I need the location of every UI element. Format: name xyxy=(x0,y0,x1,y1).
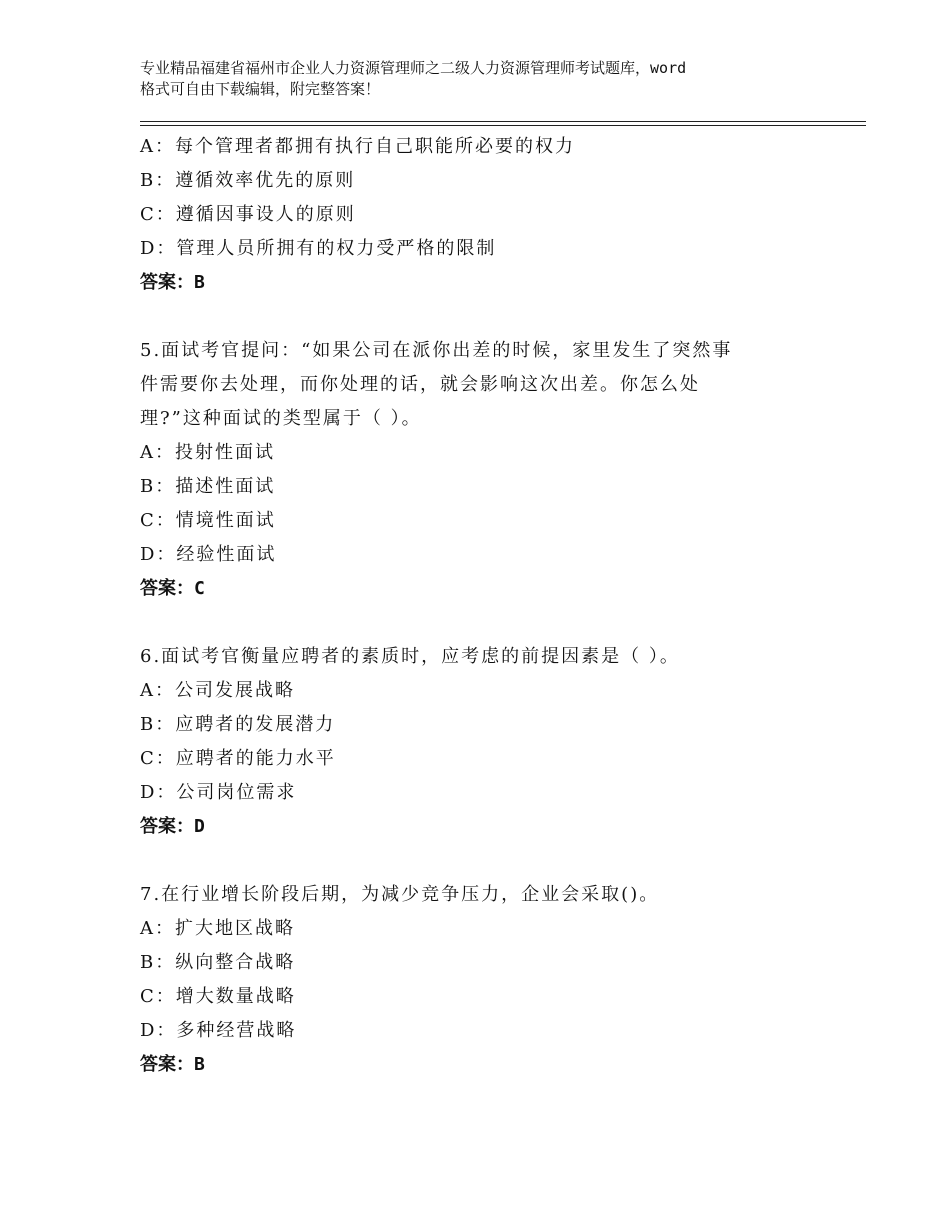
spacer xyxy=(140,844,820,878)
question-6 xyxy=(140,640,820,844)
spacer xyxy=(140,300,820,334)
option-c: C：情境性面试 xyxy=(140,510,276,531)
header-line-2: 格式可自由下载编辑，附完整答案！ xyxy=(140,80,381,98)
question-stem: 7.在行业增长阶段后期，为减少竞争压力，企业会采取()。 xyxy=(140,884,660,905)
answer-line: 答案：B xyxy=(140,272,205,293)
option-b: B：描述性面试 xyxy=(140,476,276,497)
option-c: C：遵循因事设人的原则 xyxy=(140,204,356,225)
option-a: A：公司发展战略 xyxy=(140,680,295,701)
option-a: A：投射性面试 xyxy=(140,442,275,463)
document-header xyxy=(140,58,840,100)
header-line-1: 专业精品福建省福州市企业人力资源管理师之二级人力资源管理师考试题库，word xyxy=(140,59,687,77)
option-d: D：公司岗位需求 xyxy=(140,782,297,803)
question-stem: 5.面试考官提问：“如果公司在派你出差的时候，家里发生了突然事 xyxy=(140,340,733,361)
option-b: B：应聘者的发展潜力 xyxy=(140,714,336,735)
question-stem: 6.面试考官衡量应聘者的素质时，应考虑的前提因素是（ ）。 xyxy=(140,646,680,667)
question-list xyxy=(140,130,820,1082)
option-d: D：多种经营战略 xyxy=(140,1020,297,1041)
question-stem: 理?”这种面试的类型属于（ ）。 xyxy=(140,408,422,429)
spacer xyxy=(140,606,820,640)
answer-line: 答案：C xyxy=(140,578,205,599)
question-7 xyxy=(140,878,820,1082)
header-divider-bottom xyxy=(140,125,866,126)
header-divider-top xyxy=(140,121,866,122)
question-stem: 件需要你去处理，而你处理的话，就会影响这次出差。你怎么处 xyxy=(140,374,700,395)
option-a: A：扩大地区战略 xyxy=(140,918,295,939)
question-5 xyxy=(140,334,820,606)
answer-line: 答案：B xyxy=(140,1054,205,1075)
option-d: D：经验性面试 xyxy=(140,544,277,565)
question-4 xyxy=(140,130,820,300)
option-c: C：应聘者的能力水平 xyxy=(140,748,336,769)
option-d: D：管理人员所拥有的权力受严格的限制 xyxy=(140,238,497,259)
option-a: A：每个管理者都拥有执行自己职能所必要的权力 xyxy=(140,136,575,157)
answer-line: 答案：D xyxy=(140,816,205,837)
option-c: C：增大数量战略 xyxy=(140,986,296,1007)
option-b: B：遵循效率优先的原则 xyxy=(140,170,356,191)
option-b: B：纵向整合战略 xyxy=(140,952,296,973)
